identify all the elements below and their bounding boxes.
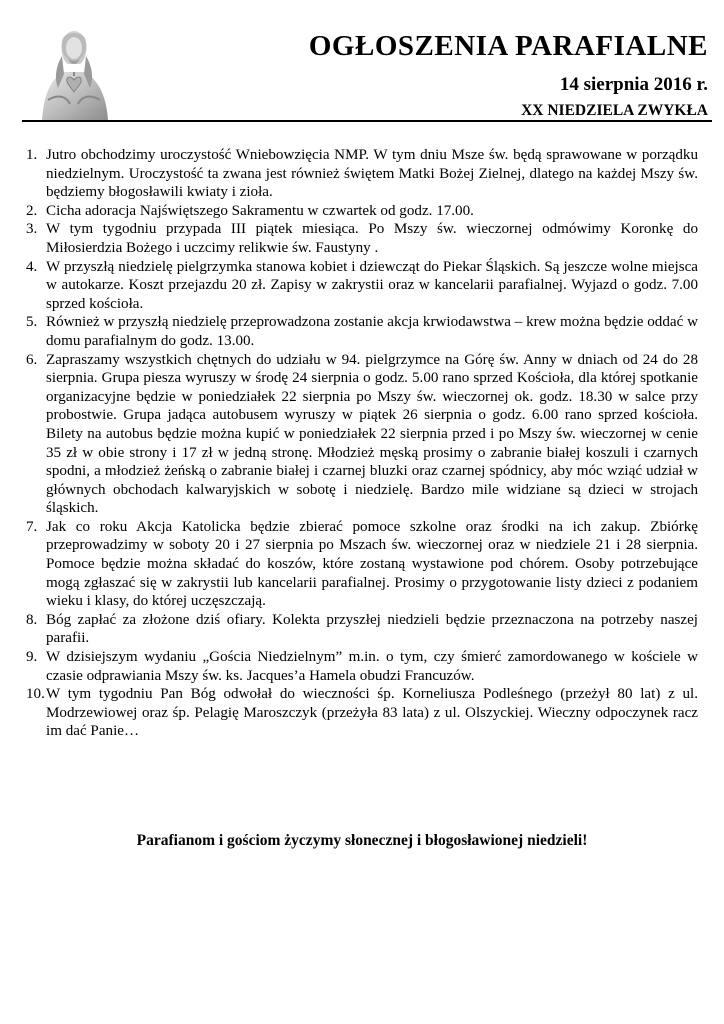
header-divider <box>22 120 712 122</box>
item-number: 5. <box>26 314 38 331</box>
item-number: 2. <box>26 202 38 219</box>
item-text: W dzisiejszym wydaniu „Gościa Niedzielnym” m.in. o tym, czy śmierć zamordowanego w kościele w czasie odprawiania Mszy św. ks. Jacques’a Hamela obudzi Francuzów. <box>46 649 698 684</box>
list-item <box>26 648 698 685</box>
item-text: Jak co roku Akcja Katolicka będzie zbierać pomoce szkolne oraz środki na ich zakup. Zbiórkę przeprowadzimy w soboty 20 i 27 sierpnia po Mszach św. wieczornej oraz w niedziele 21 i 28 sierpnia. Pomoce będzie można składać do koszów, które zostaną wystawione pod chórem. Osoby potrzebujące mogą zgłaszać się w zakrystii lub kancelarii parafialnej. Prosimy o przygotowanie listy dzieci z podaniem wieku i klasy, do której uczęszczają. <box>46 518 698 610</box>
item-number: 6. <box>26 351 38 368</box>
list-item <box>26 351 698 518</box>
liturgical-sunday: XX NIEDZIELA ZWYKŁA <box>521 102 708 119</box>
item-text: Również w przyszłą niedzielę przeprowadzona zostanie akcja krwiodawstwa – krew można będzie oddać w domu parafialnym do godz. 13.00. <box>46 314 698 349</box>
list-item <box>26 518 698 611</box>
item-number: 8. <box>26 611 38 628</box>
list-item <box>26 202 698 221</box>
closing-greeting: Parafianom i gościom życzymy słonecznej i błogosławionej niedzieli! <box>136 832 588 849</box>
list-item <box>26 313 698 350</box>
sacred-heart-statue-icon <box>34 22 114 120</box>
item-number: 10. <box>26 686 45 703</box>
announcement-date: 14 sierpnia 2016 r. <box>559 74 708 95</box>
item-number: 7. <box>26 518 38 535</box>
item-number: 1. <box>26 147 38 163</box>
item-number: 3. <box>26 221 38 238</box>
list-item <box>26 146 698 202</box>
list-item <box>26 258 698 314</box>
list-item <box>26 611 698 648</box>
item-text: W tym tygodniu przypada III piątek miesiąca. Po Mszy św. wieczornej odmówimy Koronkę do Miłosierdzia Bożego i uczcimy relikwie św. Faustyny . <box>46 221 698 256</box>
item-number: 9. <box>26 649 38 666</box>
list-item <box>26 685 698 741</box>
item-text: Bóg zapłać za złożone dziś ofiary. Kolekta przyszłej niedzieli będzie przeznaczona na potrzeby naszej parafii. <box>46 611 698 647</box>
item-number: 4. <box>26 258 38 275</box>
item-text: W przyszłą niedzielę pielgrzymka stanowa kobiet i dziewcząt do Piekar Śląskich. Są jeszcze wolne miejsca w autokarze. Koszt przejazdu 20 zł. Zapisy w zakrystii oraz w kancelarii parafialnej. Wyjazd o godz. 7.00 sprzed kościoła. <box>46 258 698 312</box>
item-text: Jutro obchodzimy uroczystość Wniebowzięcia NMP. W tym dniu Msze św. będą sprawowane w porządku niedzielnym. Uroczystość ta zwana jest również świętem Matki Bożej Zielnej, dlatego na każdej Mszy św. będziemy błogosławili kwiaty i zioła. <box>46 147 698 201</box>
item-text: Cicha adoracja Najświętszego Sakramentu w czwartek od godz. 17.00. <box>46 202 474 219</box>
item-text: Zapraszamy wszystkich chętnych do udziału w 94. pielgrzymce na Górę św. Anny w dniach od 24 do 28 sierpnia. Grupa piesza wyruszy w środę 24 sierpnia o godz. 5.00 rano sprzed Kościoła, dla której spotkanie organizacyjne będzie w poniedziałek 22 sierpnia po Mszy św. wieczornej ok. godz. 18.30 w salce przy probostwie. Grupa jadąca autobusem wyruszy w piątek 26 sierpnia o godz. 6.00 rano sprzed kościoła. Bilety na autobus będzie można kupić w poniedziałek 22 sierpnia przed i po Mszy św. wieczornej w cenie 35 zł w obie strony i 17 zł w jedną stronę. Młodzież męską prosimy o zabranie białej koszuli i czarnych spodni, a młodzież żeńską o zabranie białej i czarnej bluzki oraz czarnej spódnicy, aby móc wziąć udział w głównych obchodach kalwaryjskich w sobotę i niedzielę. Bardzo mile widziane są dzieci w strojach śląskich. <box>46 351 698 517</box>
list-item <box>26 220 698 257</box>
announcements-list <box>26 146 698 741</box>
page-title: OGŁOSZENIA PARAFIALNE <box>308 30 708 62</box>
item-text: W tym tygodniu Pan Bóg odwołał do wieczności śp. Korneliusza Podleśnego (przeżył 80 lat) z ul. Modrzewiowej oraz śp. Pelagię Maroszczyk (przeżyła 83 lata) z ul. Olszyckiej. Wieczny odpoczynek racz im dać Panie… <box>46 686 698 740</box>
header <box>22 14 712 120</box>
